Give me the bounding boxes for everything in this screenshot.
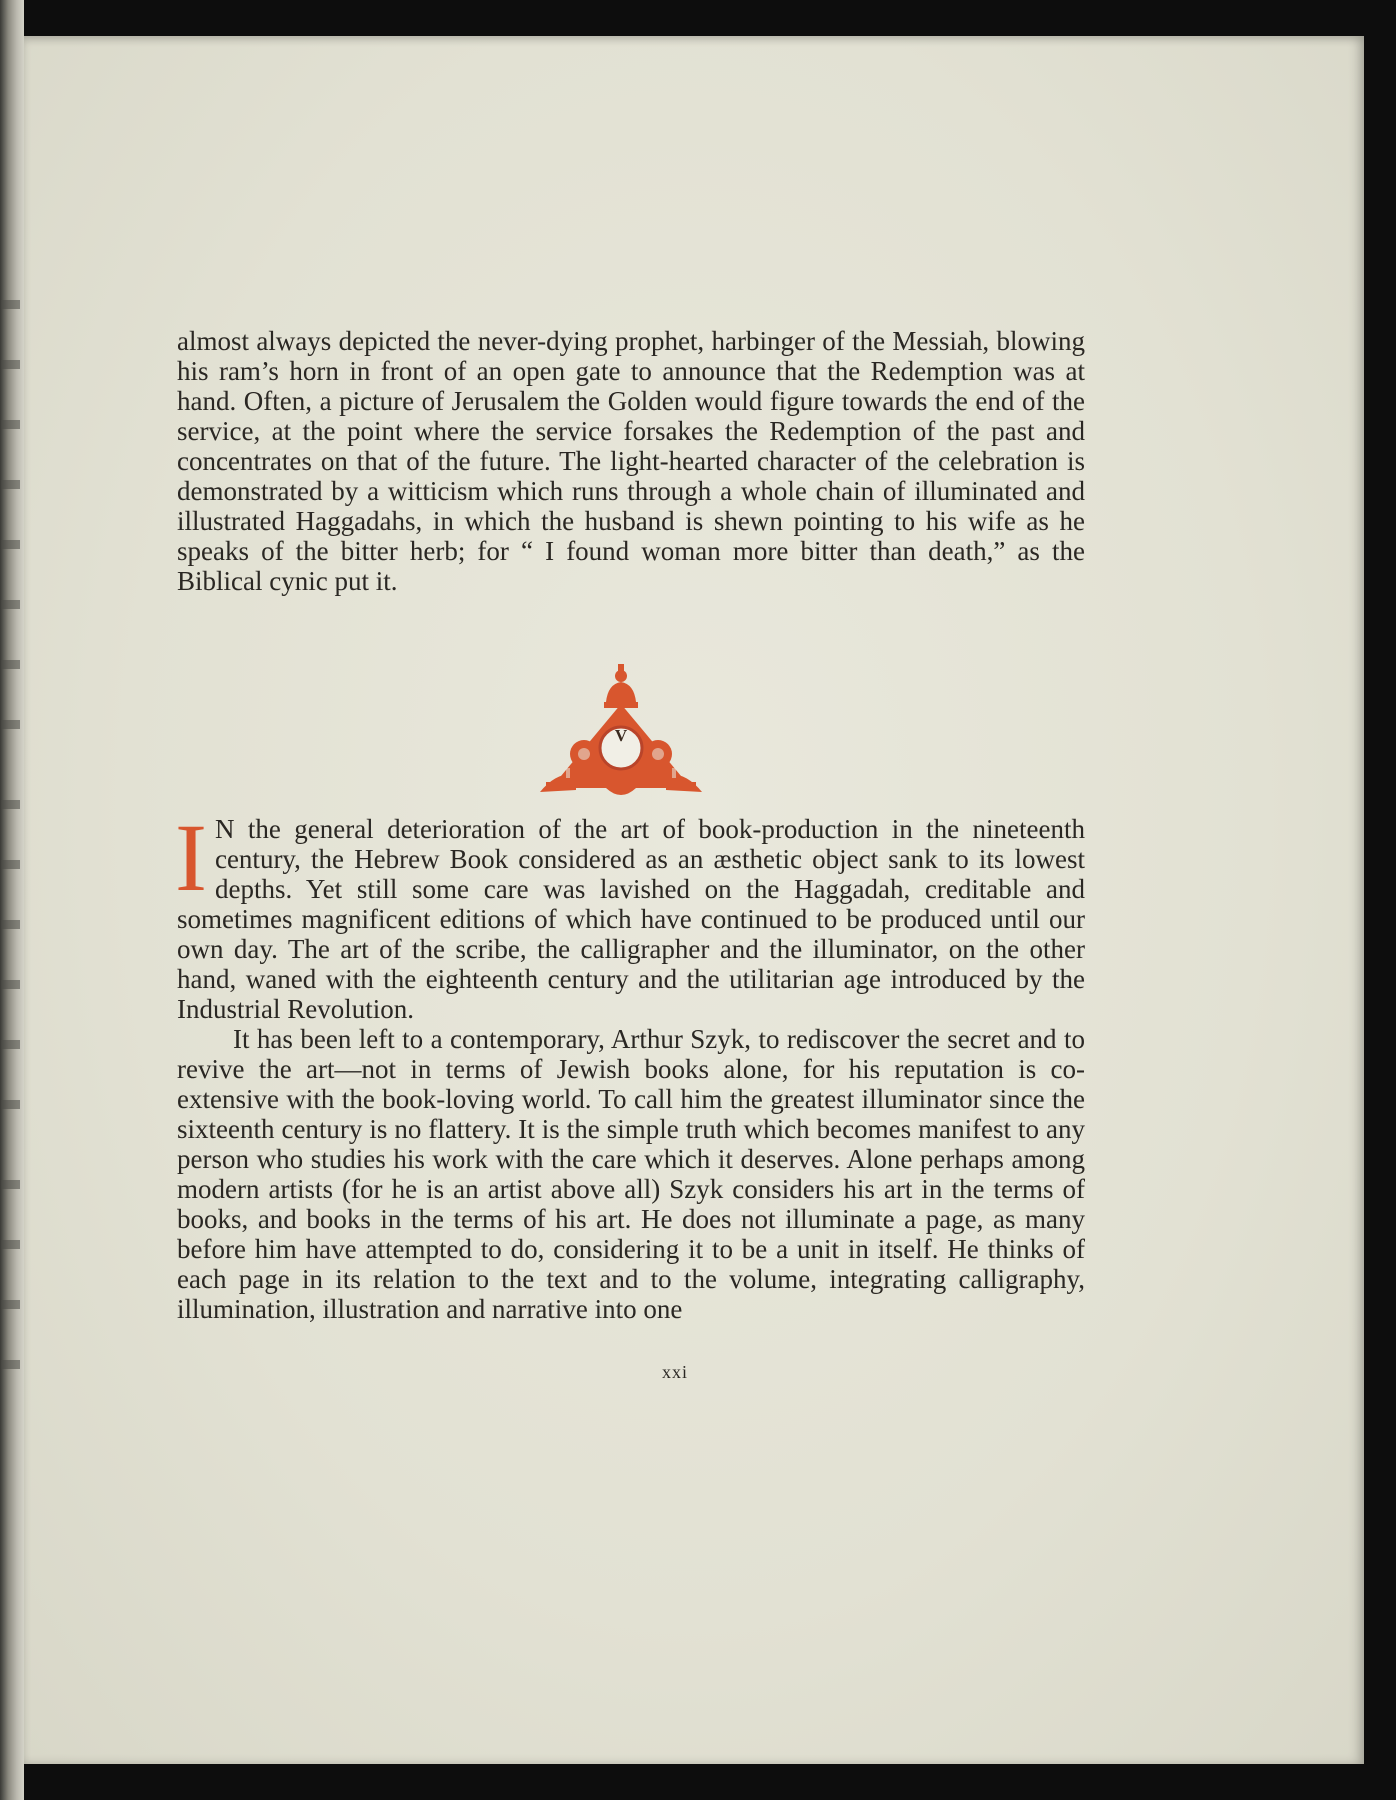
section-paragraph bbox=[175, 804, 1085, 1024]
bleed-mark bbox=[2, 480, 20, 489]
bleed-mark bbox=[2, 1300, 20, 1309]
continued-paragraph bbox=[177, 326, 1085, 596]
bleed-mark bbox=[2, 1040, 20, 1049]
section-ornament bbox=[536, 664, 706, 799]
bleed-mark bbox=[2, 980, 20, 989]
bleed-mark bbox=[2, 660, 20, 669]
section-number: V bbox=[614, 725, 628, 745]
book-page bbox=[24, 36, 1364, 1764]
page-number: xxi bbox=[661, 1362, 688, 1382]
bleed-mark bbox=[2, 1360, 20, 1369]
drop-cap: I bbox=[175, 804, 207, 911]
bleed-mark bbox=[2, 420, 20, 429]
bleed-mark bbox=[2, 600, 20, 609]
bleed-mark bbox=[2, 1100, 20, 1109]
paragraph-text: N the general deterioration of the art of book-production in the nineteenth century, the Hebrew Book considered as an æsthetic object sank to its lowest depths. Yet still some care was lavished on the Haggadah, creditable and sometimes magnificent editions of which have continued to be produced until our own day. The art of the scribe, the calligrapher and the illuminator, on the other hand, waned with the eighteenth century and the utilitarian age introduced by the Industrial Revolution. bbox=[177, 814, 1085, 1024]
bleed-mark bbox=[2, 300, 20, 309]
paragraph-text: almost always depicted the never-dying prophet, harbinger of the Messiah, blowing his ram’s horn in front of an open gate to announce that the Redemption was at hand. Often, a picture of Jerusalem the Golden would figure towards the end of the service, at the point where the service forsakes the Redemption of the past and concentrates on that of the future. The light-hearted character of the celebration is demonstrated by a witticism which runs through a whole chain of illuminated and illustrated Haggadahs, in which the husband is shewn pointing to his wife as he speaks of the bitter herb; for “ I found woman more bitter than death,” as the Biblical cynic put it. bbox=[177, 326, 1085, 596]
bleed-mark bbox=[2, 1180, 20, 1189]
bleed-mark bbox=[2, 1240, 20, 1249]
section-body bbox=[175, 804, 1085, 1324]
bleed-mark bbox=[2, 920, 20, 929]
facing-page-edge bbox=[0, 0, 24, 1800]
bleed-mark bbox=[2, 800, 20, 809]
bleed-mark bbox=[2, 360, 20, 369]
bleed-mark bbox=[2, 540, 20, 549]
bleed-mark bbox=[2, 860, 20, 869]
paragraph-text: It has been left to a contemporary, Arthur Szyk, to rediscover the secret and to revive the art—not in terms of Jewish books alone, for his reputation is co-extensive with the book-loving world. To call him the greatest illuminator since the sixteenth century is no flattery. It is the simple truth which becomes manifest to any person who studies his work with the care which it deserves. Alone perhaps among modern artists (for he is an artist above all) Szyk considers his art in the terms of books, and books in the terms of his art. He does not illuminate a page, as many before him have attempted to do, considering it to be a unit in itself. He thinks of each page in its relation to the text and to the volume, integrating calligraphy, illumination, illustration and narrative into one bbox=[177, 1024, 1085, 1324]
bleed-mark bbox=[2, 720, 20, 729]
